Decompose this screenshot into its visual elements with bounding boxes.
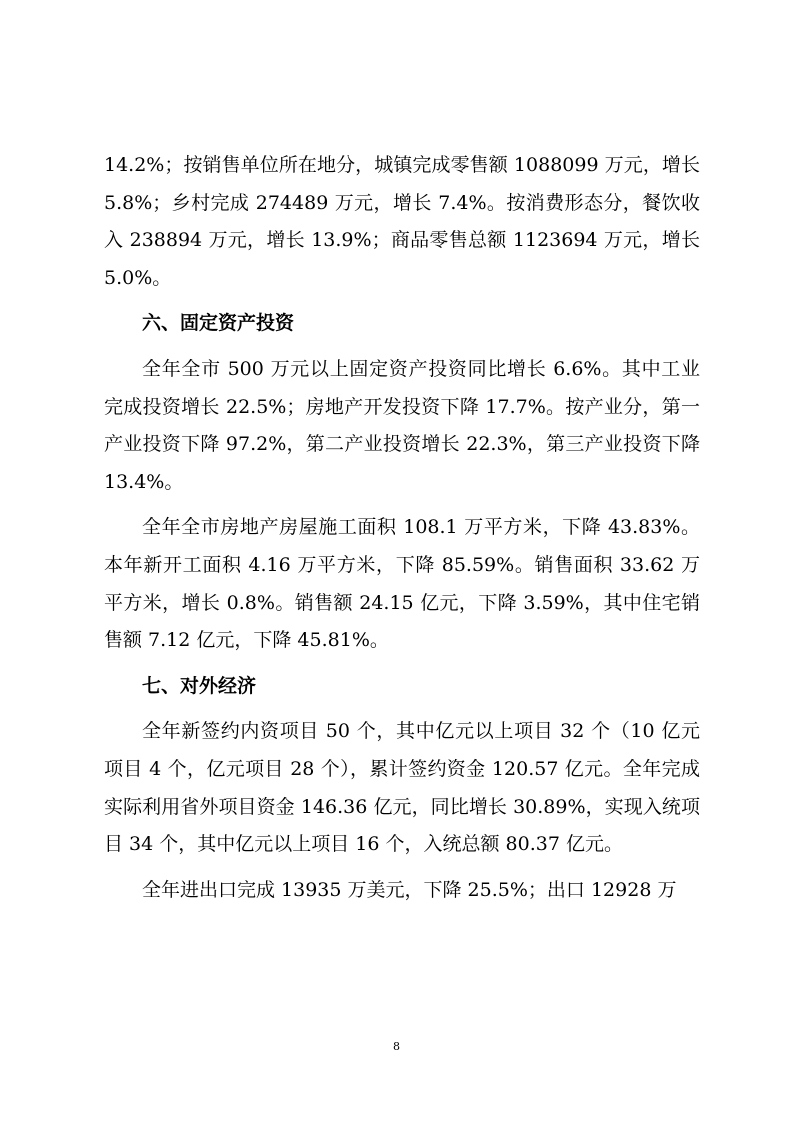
paragraph-fixed-asset-investment: 全年全市 500 万元以上固定资产投资同比增长 6.6%。其中工业完成投资增长 22.5%；房地产开发投资下降 17.7%。按产业分，第一产业投资下降 97.2%，第二产业投资增长 22.3%，第三产业投资下降 13.4%。 — [104, 357, 700, 493]
paragraph-retail-sales: 14.2%；按销售单位所在地分，城镇完成零售额 1088099 万元，增长 5.8%；乡村完成 274489 万元，增长 7.4%。按消费形态分，餐饮收入 238894 万元，增长 13.9%；商品零售总额 1123694 万元，增长 5.0%。 — [104, 154, 700, 289]
spacer — [104, 297, 700, 305]
paragraph-investment-projects: 全年新签约内资项目 50 个，其中亿元以上项目 32 个（10 亿元项目 4 个，亿元项目 28 个），累计签约资金 120.57 亿元。全年完成实际利用省外项目资金 146.36 亿元，同比增长 30.89%，实现入统项目 34 个，其中亿元以上项目 16 个，入统总额 80.37 亿元。 — [104, 720, 700, 856]
spacer — [104, 501, 700, 509]
page-number: 8 — [393, 1040, 400, 1053]
spacer — [104, 705, 700, 713]
section-heading-fixed-asset-investment: 六、固定资产投资 — [142, 312, 295, 335]
spacer — [104, 864, 700, 872]
paragraph-import-export: 全年进出口完成 13935 万美元，下降 25.5%；出口 12928 万 — [142, 878, 677, 901]
paragraph-real-estate: 全年全市房地产房屋施工面积 108.1 万平方米，下降 43.83%。本年新开工面积 4.16 万平方米，下降 85.59%。销售面积 33.62 万平方米，增长 0.8%。销售额 24.15 亿元，下降 3.59%，其中住宅销售额 7.12 亿元，下降 45.81%。 — [104, 516, 700, 652]
document-body — [104, 147, 700, 909]
spacer — [104, 343, 700, 351]
spacer — [104, 660, 700, 668]
section-heading-external-economy: 七、对外经济 — [142, 674, 257, 697]
